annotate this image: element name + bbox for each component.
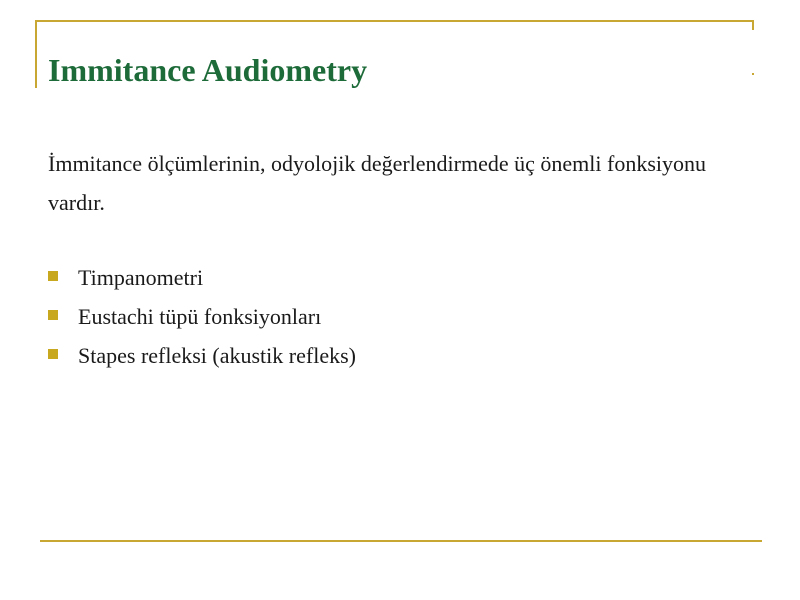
frame-corner-dot xyxy=(752,73,754,75)
bullet-label: Timpanometri xyxy=(78,265,204,290)
frame-right-line xyxy=(752,20,754,30)
square-bullet-icon xyxy=(48,349,58,359)
bullet-label: Eustachi tüpü fonksiyonları xyxy=(78,304,322,329)
square-bullet-icon xyxy=(48,310,58,320)
intro-text: İmmitance ölçümlerinin, odyolojik değerlendirmede üç önemli fonksiyonu vardır. xyxy=(48,151,707,215)
frame-bottom-line xyxy=(40,540,762,542)
frame-left-line xyxy=(35,20,37,88)
frame-top-line xyxy=(35,20,754,22)
square-bullet-icon xyxy=(48,271,58,281)
bullet-label: Stapes refleksi (akustik refleks) xyxy=(78,343,356,368)
slide-title: Immitance Audiometry xyxy=(48,52,368,88)
